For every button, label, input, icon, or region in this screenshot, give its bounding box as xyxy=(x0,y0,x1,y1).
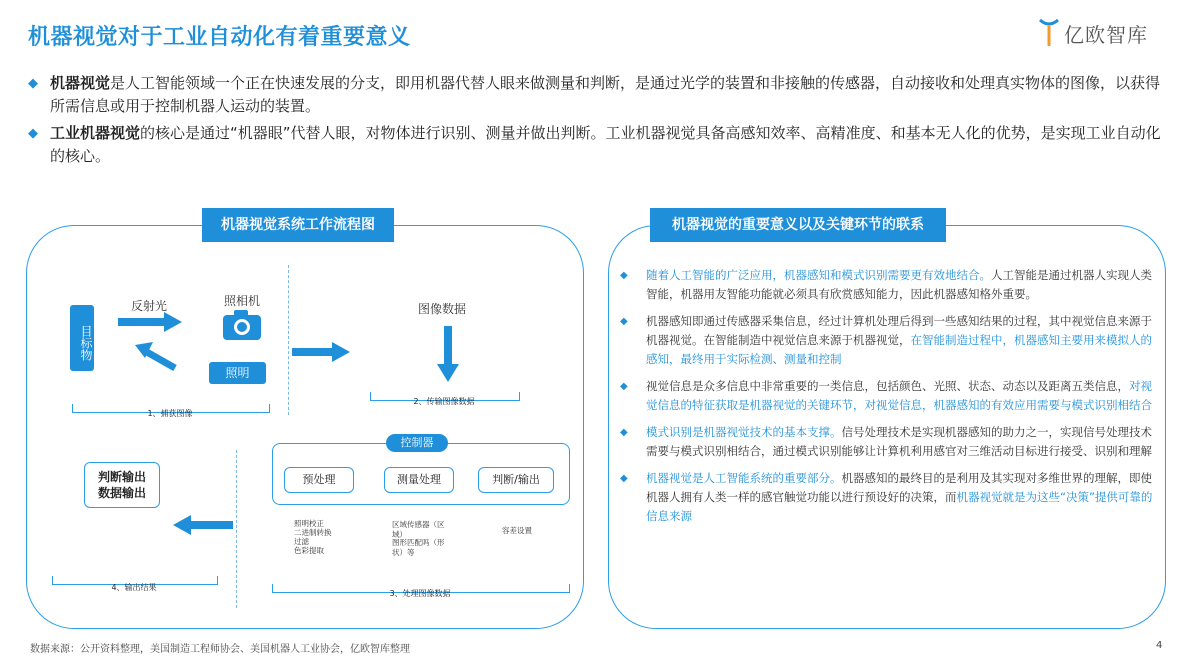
step4-caption: 4、输出结果 xyxy=(111,583,157,592)
significance-panel-title: 机器视觉的重要意义以及关键环节的联系 xyxy=(650,208,946,242)
item-text: 在智能制造过程中，机器感知主要用来模拟人的感知，最终用于实际检测、测量和控制 xyxy=(646,333,1152,366)
controller-label: 控制器 xyxy=(386,434,448,452)
arrow-diagonal-icon xyxy=(133,342,179,372)
preprocess-detail: 过滤 xyxy=(294,537,309,546)
item-text: 对视觉信息的特征获取是机器视觉的关键环节，对视觉信息，机器感知的有效应用需要与模式识别相结合 xyxy=(646,379,1152,412)
list-item xyxy=(620,377,1158,415)
list-item xyxy=(620,423,1158,461)
arrow-down-icon xyxy=(437,326,459,382)
item-text: 机器视觉是人工智能系统的重要部分。 xyxy=(646,471,842,485)
diamond-icon: ◆ xyxy=(620,270,628,281)
item-text: 机器视觉就是为这些“决策”提供可靠的信息来源 xyxy=(646,490,1153,523)
measure-box: 测量处理 xyxy=(384,467,454,493)
item-text: 随着人工智能的广泛应用，机器感知和模式识别需要更有效地结合。 xyxy=(646,268,991,282)
item-text: 信号处理技术是实现机器感知的助力之一，实现信号处理技术需要与模式识别相结合，通过模式识别能够让计算机利用感官对三维活动目标进行接受、识别和理解 xyxy=(646,425,1152,458)
list-item xyxy=(620,469,1158,526)
list-item xyxy=(620,266,1158,304)
diamond-icon: ◆ xyxy=(28,126,38,141)
target-object-label: 目标物 xyxy=(79,325,93,361)
camera-label: 照相机 xyxy=(224,294,261,308)
divider-v xyxy=(288,265,289,415)
judge-output-box: 判断/输出 xyxy=(478,467,554,493)
intro-bullets xyxy=(28,72,1168,172)
logo-text: 亿欧智库 xyxy=(1064,22,1148,47)
item-text: 人工智能是通过机器人实现人类智能，机器用友智能功能就必须具有欣赏感知能力，因此机器感知格外重要。 xyxy=(646,268,1152,301)
arrow-right-icon xyxy=(118,312,182,332)
intro-bullet-bold: 工业机器视觉 xyxy=(50,124,141,142)
step1-caption: 1、捕获图像 xyxy=(147,409,193,418)
step3-caption: 3、处理图像数据 xyxy=(389,589,451,598)
lighting-box: 照明 xyxy=(209,362,266,384)
camera-icon xyxy=(222,309,262,341)
judge-detail: 容差设置 xyxy=(502,526,532,535)
flow-panel xyxy=(26,225,584,629)
source-note: 数据来源：公开资料整理，美国制造工程师协会、美国机器人工业协会，亿欧智库整理 xyxy=(30,644,410,655)
measure-detail: 区域传感器（区域） xyxy=(392,520,445,539)
reflected-light-label: 反射光 xyxy=(131,299,168,313)
intro-bullet-text: 的核心是通过“机器眼”代替人眼，对物体进行识别、测量并做出判断。工业机器视觉具备高感知效率、高精准度、和基本无人化的优势，是实现工业自动化的核心。 xyxy=(50,124,1161,165)
intro-bullet-text: 是人工智能领域一个正在快速发展的分支，即用机器代替人眼来做测量和判断，是通过光学的装置和非接触的传感器，自动接收和处理真实物体的图像，以获得所需信息或用于控制机器人运动的装置。 xyxy=(50,74,1161,115)
logo-mark-icon xyxy=(1038,18,1060,48)
intro-bullet xyxy=(28,122,1168,168)
page-number: 4 xyxy=(1156,640,1163,651)
data-output-label: 数据输出 xyxy=(97,486,146,500)
preprocess-detail: 色彩提取 xyxy=(294,546,324,555)
page-title: 机器视觉对于工业自动化有着重要意义 xyxy=(28,25,411,50)
brand-logo xyxy=(1038,18,1148,48)
divider-v xyxy=(236,450,237,608)
diamond-icon: ◆ xyxy=(620,316,628,327)
diamond-icon: ◆ xyxy=(28,76,38,91)
judge-output-label: 判断输出 xyxy=(97,470,146,484)
arrow-left-icon xyxy=(173,515,233,535)
item-text: 机器感知即通过传感器采集信息，经过计算机处理后得到一些感知结果的过程，其中视觉信息来源于机器视觉。在智能制造中视觉信息来源于机器视觉， xyxy=(646,314,1152,347)
item-text: 视觉信息是众多信息中非常重要的一类信息，包括颜色、光照、状态、动态以及距离五类信息， xyxy=(646,379,1129,393)
diamond-icon: ◆ xyxy=(620,473,628,484)
significance-list xyxy=(620,266,1158,534)
item-text: 机器感知的最终目的是利用及其实现对多维世界的理解，即使机器人拥有人类一样的感官触觉功能以进行预设好的决策，而 xyxy=(646,471,1152,504)
image-data-label: 图像数据 xyxy=(418,302,467,316)
intro-bullet xyxy=(28,72,1168,118)
flow-panel-title: 机器视觉系统工作流程图 xyxy=(202,208,394,242)
output-box xyxy=(84,462,160,508)
target-object-box xyxy=(70,305,94,371)
list-item xyxy=(620,312,1158,369)
diamond-icon: ◆ xyxy=(620,427,628,438)
measure-detail: 图形匹配吗（形状）等 xyxy=(392,538,445,557)
step2-caption: 2、传输图像数据 xyxy=(413,397,475,406)
preprocess-box: 预处理 xyxy=(284,467,354,493)
intro-bullet-bold: 机器视觉 xyxy=(50,74,111,92)
preprocess-detail: 照明校正 xyxy=(294,519,324,528)
item-text: 模式识别是机器视觉技术的基本支撑。 xyxy=(646,425,842,439)
preprocess-detail: 二进制转换 xyxy=(294,528,332,537)
diamond-icon: ◆ xyxy=(620,381,628,392)
arrow-right-icon xyxy=(292,342,350,362)
